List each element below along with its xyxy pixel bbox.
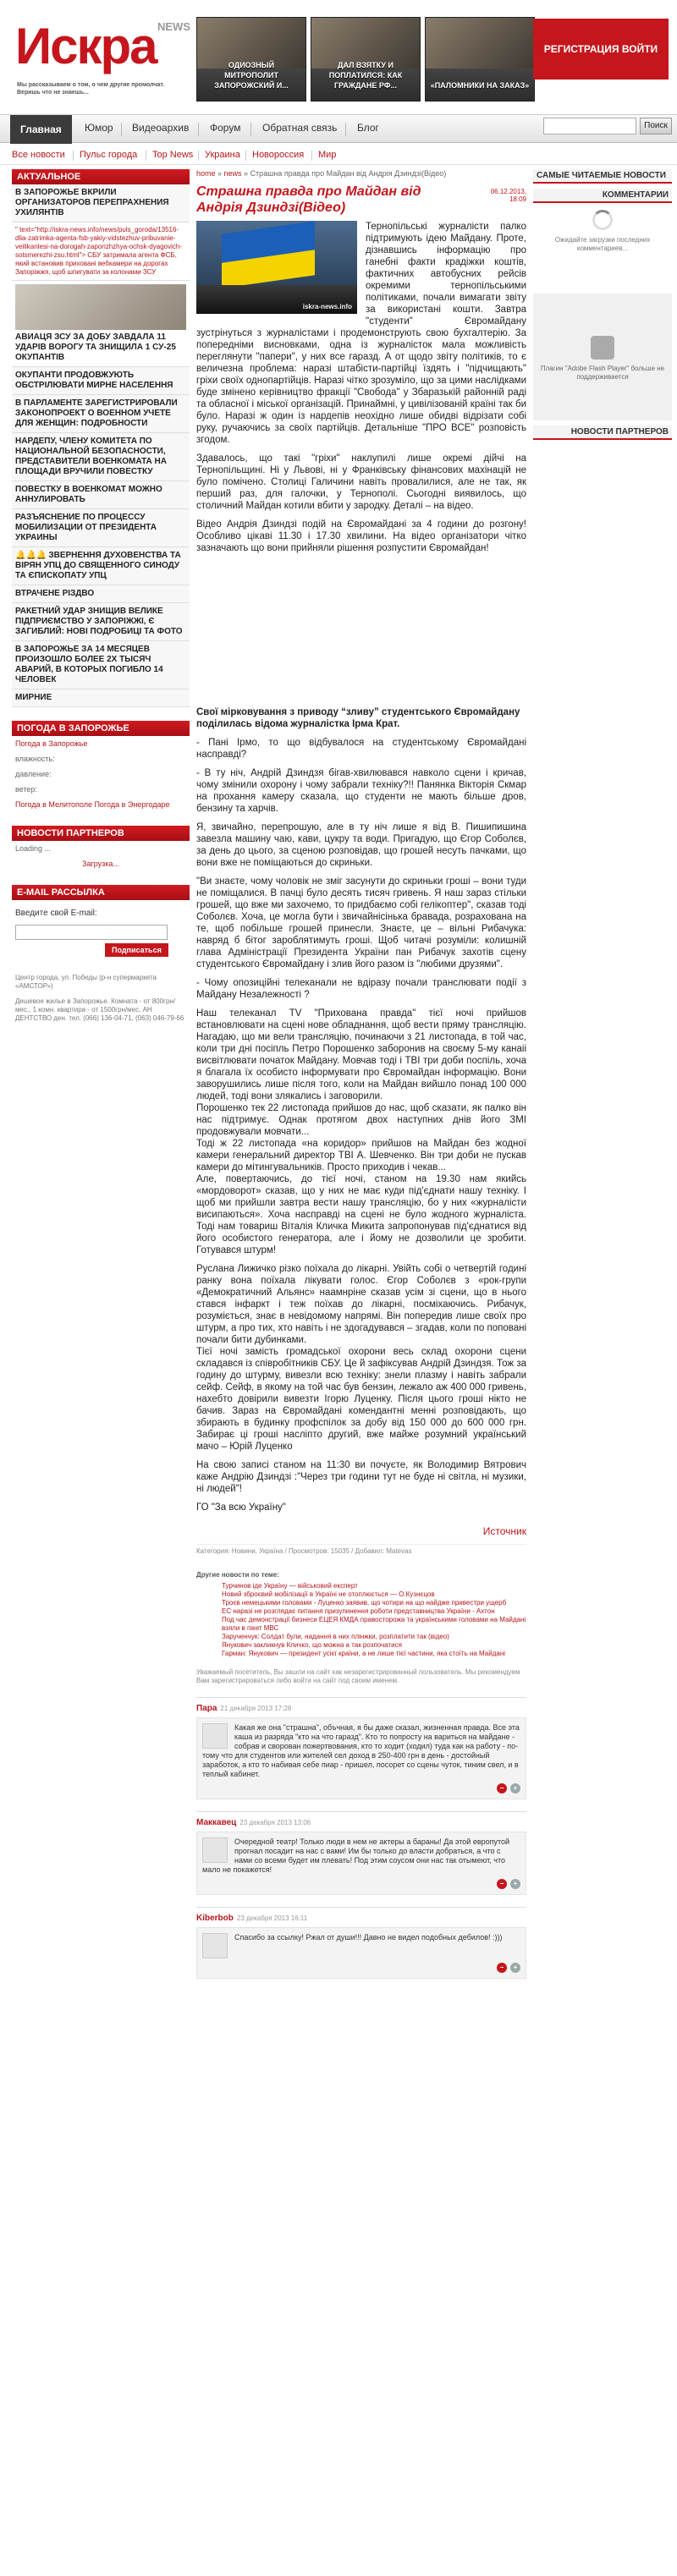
related-link[interactable]: Гарман: Янукович — президент усієї країни, а не лише тієї частини, яка стоїть на Майдані — [222, 1650, 506, 1657]
mailing-header: E-MAIL РАССЫЛКА — [12, 885, 190, 900]
comment-author[interactable]: Маккавец — [196, 1818, 237, 1827]
comment-date: 21 декабря 2013 17:28 — [220, 1705, 292, 1712]
subnav-divider — [198, 151, 199, 161]
site-header — [0, 0, 677, 110]
related-link[interactable]: Под час демонстрації бизнеси ЕЦЕЯ КМДА правосторожа та українськими головами на Майдані взяли в пікет МВС — [222, 1616, 526, 1632]
article-paragraph: Але, повертаючись, до тієї ночі, станом на 19.30 нам якийсь «мордоворот» сказав, що у них не має куди під'єднати нашу техніку. І щоб ми прийшли завтра вести нашу трансляцію, бо у них «журналісти висипаються». Хоча насправді на сцені не було жодного журналіста. Тоді нам товариш Віталія Кличка Микита запропонував під'єднатися від його особистого генератора, але і йому не дозволили це зробити. Готувався штурм! — [196, 1174, 526, 1255]
weather-humidity: влажность: — [15, 755, 55, 763]
vote-down-button[interactable]: − — [497, 1879, 507, 1889]
email-label: Введите свой E-mail: — [15, 909, 97, 918]
article-paragraph: - Пані Ірмо, то що відбувалося на студентському Євромайдані насправді? — [196, 738, 526, 760]
guest-notice: Уважаемый посетитель, Вы зашли на сайт как незарегистрированный пользователь. Мы рекомендуем Вам зарегистрироваться либо войти на сайт под своим именем. — [196, 1668, 520, 1684]
actual-header: АКТУАЛЬНОЕ — [12, 169, 190, 184]
news-thumbnail — [15, 284, 186, 330]
related-link[interactable]: Янукович закликнув Кличко, що можна а так розпочатися — [222, 1641, 402, 1649]
nav-divider — [250, 123, 251, 136]
subscribe-button[interactable]: Подписаться — [105, 943, 168, 957]
ad-banner-2[interactable]: Дешевое жилье в Запорожье. Комната - от 800грн/мес., 1 комн. квартира - от 1500грн/мес, АН ДЕНТСТВО ден. тел. (066) 136-04-71, (063) 046-79-66 — [15, 997, 184, 1022]
vote-down-button[interactable]: − — [497, 1783, 507, 1793]
comment-text: Очередной театр! Только люди в нем не актеры а бараны! Да этой европутой прогнал посадит на нас с вами! Им бы только до власти добраться, а что с нами со всеми будет им плевать! Под этим соусом они нас так отымеют, что мало не покажется! — [202, 1837, 510, 1874]
sidebar-news-item[interactable] — [12, 281, 190, 367]
comment-body — [196, 1717, 526, 1799]
avatar — [202, 1837, 228, 1863]
register-login-button[interactable]: РЕГИСТРАЦИЯ ВОЙТИ — [533, 19, 669, 80]
comment-text: Спасибо за ссылку! Ржал от души!!! Давно не видел подобных дебилов! :))) — [234, 1933, 503, 1942]
sidebar-news-item[interactable]: ОКУПАНТИ ПРОДОВЖУЮТЬ ОБСТРІЛЮВАТИ МИРНЕ НАСЕЛЕННЯ — [12, 367, 190, 395]
sidebar-news-item[interactable]: В ЗАПОРОЖЬЕ ВКРИЛИ ОРГАНИЗАТОРОВ ПЕРЕПРАХНЕНИЯ УХИЛЯНТІВ — [12, 184, 190, 222]
weather-wind: ветер: — [15, 785, 37, 794]
vote-up-button[interactable]: + — [510, 1783, 520, 1793]
related-link[interactable]: Турчинов іде Україну — військовий експерт — [222, 1582, 358, 1590]
breadcrumb: home » news » Страшна правда про Майдан від Андрія Дзиндзі(Відео) — [196, 169, 447, 178]
subnav-city-pulse[interactable]: Пульс города — [80, 150, 138, 160]
comment-date: 23 декабря 2013 16:11 — [236, 1914, 308, 1922]
weather-cities-link[interactable]: Погода в Мелитополе Погода в Энергодаре — [15, 800, 170, 809]
article-photo — [196, 221, 357, 314]
comment-date: 23 декабря 2013 13:06 — [239, 1819, 311, 1826]
related-link[interactable]: Зарученчук: Солдат були, надання в них плінжки, розплатити так (відео) — [222, 1633, 449, 1640]
comment-author[interactable]: Kiberbob — [196, 1914, 234, 1923]
vote-up-button[interactable]: + — [510, 1963, 520, 1973]
article-credit: ГО "За всю Україну" — [196, 1502, 286, 1513]
right-sidebar — [533, 169, 672, 440]
article-paragraph: Порошенко тек 22 листопада прийшов до нас, щоб сказати, як палко він нас підтримує. Однак протягом двох наступних днів його ЗМІ продовжували мовчати... — [196, 1103, 526, 1137]
article-paragraph: Здавалось, що такі "гріхи" наклупилі лише окремі дійчі на Тернопільщині. Ні у Львові, ні у Франківську фінансових махінацій не було помічено. Столиці Галичини навіть провалилися, але не так, як перший раз, для галочки, у Тернополі. Сьогодні виявилось, що столичний Майдан котили вбити у зародку. Деталі – на відео. — [196, 453, 526, 511]
photo-watermark: iskra-news.info — [302, 303, 352, 310]
puzzle-piece-icon — [591, 336, 614, 360]
vote-up-button[interactable]: + — [510, 1879, 520, 1889]
subnav-all-news[interactable]: Все новости — [12, 150, 65, 160]
nav-divider — [121, 123, 122, 136]
related-header: Другие новости по теме: — [196, 1571, 279, 1579]
article-lead: Тернопільські журналісти палко підтримують ідею Майдану. Проте, дізнавшись інформацію про ганебні факти крадіжки коштів, фактичних автобусних рейсів окремими тернопільськими політиками, почали вимагати звіту за використані кошти. Завтра "студенти" Євромайдану зустрінуться з журналістами і продемонструють свою бухгалтерію. За попередніми висновками, одна із журналісток мала можливість переглянути "папери", у них все гаразд. А от щодо звіту політиків, то є величезна проблема: наразі штабісти-партійці їздять і "підчищають" гріхи своїх однопартійців. Наразі чітко зрозуміло, що за цими наслідками буде змінено керівництво фракції "Свобода" у Збаразькій районній раді та обласної і міської організацій. Принаймні, у цивілізованій країні так би було. Наразі ж один із нардепів неохідно лише обидві відрізати собі руку, ручаючись за своїх партійців. Детальніше "ПРО ВСЕ" розповість згодом. — [196, 222, 526, 445]
avatar — [202, 1723, 228, 1749]
top-news-2[interactable] — [311, 17, 421, 102]
related-link[interactable]: ЕС наразі не розглядає питання призупинення роботи представництва України - Ахтон — [222, 1607, 495, 1615]
avatar — [202, 1933, 228, 1958]
sidebar-news-title: ЗВЕРНЕННЯ ДУХОВЕНСТВА ТА ВІРЯН УПЦ ДО СВЯЩЕННОГО СИНОДУ ТА ЄПИСКОПАТУ УПЦ — [15, 551, 181, 580]
comment-author[interactable]: Пара — [196, 1704, 217, 1713]
left-sidebar — [12, 169, 190, 1026]
ad-banner-1[interactable]: Центр города, ул. Победы (р-н супермаркета «АМСТОР») — [15, 974, 157, 990]
top-news-3[interactable] — [425, 17, 535, 102]
article-paragraph: - Чому опозиційні телеканали не вдіразу почали транслювати події з Майдану Незалежності ? — [196, 978, 526, 1000]
weather-header: ПОГОДА В ЗАПОРОЖЬЕ — [12, 721, 190, 736]
sidebar-news-item[interactable]: ВТРАЧЕНЕ РІЗДВО — [12, 585, 190, 603]
sub-nav — [0, 146, 677, 165]
comment — [196, 1811, 526, 1895]
top-news-caption: «ПАЛОМНИКИ НА ЗАКАЗ» — [430, 81, 530, 90]
logo-news: NEWS — [157, 20, 190, 33]
comment-text: Какая же она "страшна", объчная, я бы даже сказал, жизненная правда. Все эта каша из разряда "кто на что гаразд". Кто то попросту на вариться на майдане - собрав и сворован пожертвования, кто то ходит (ходил) туда как на работу - по-тому что для студентов или жителей сел доход в 250-400 грн в день - достойный заработок, а кто то набивая себе пиар - пришел, посорет со сцены чуток, тиним свел, и в теплый кабинет. — [202, 1723, 520, 1778]
breadcrumb-home[interactable]: home — [196, 169, 216, 178]
top-news-caption: ДАЛ ВЗЯТКУ И ПОПЛАТИЛСЯ: КАК ГРАЖДАНЕ РФ... — [328, 61, 403, 90]
partners-loading: Loading ... — [15, 844, 52, 853]
partners-right-header: НОВОСТИ ПАРТНЕРОВ — [533, 426, 672, 440]
nav-divider — [198, 123, 199, 136]
sidebar-news-item[interactable] — [12, 547, 190, 585]
most-read-header: САМЫЕ ЧИТАЕМЫЕ НОВОСТИ — [533, 169, 672, 184]
nav-item-humor[interactable]: Юмор — [85, 122, 113, 134]
article-paragraph: Наш телеканал TV "Прихована правда" тієї ночі прийшов встановлювати на сцені нове обладнання, щоб вести пряму трансляцію. Нагадаю, що ми вели трансляцію, починаючи з 21 листопада, в той час, коли три дні посіпль Петро Порошенко заборонив на своєму 5-му канаіі висвітлювати початок Майдану. Мовчав тоді і TBI три доби поспіль, хоча я благала їх особисто інформувати про Євромайдан інформацію. Вони заворушились лише після того, коли на Майдан вийшло понад 100 000 людей, тоді вони злякались і заговорили. — [196, 1008, 526, 1101]
subnav-world[interactable]: Мир — [318, 150, 337, 160]
top-news-1[interactable] — [196, 17, 306, 102]
sidebar-news-item[interactable]: В ЗАПОРОЖЬЕ ЗА 14 МЕСЯЦЕВ ПРОИЗОШЛО БОЛЕЕ 2Х ТЫСЯЧ АВАРИЙ, В КОТОРЫХ ПОГИБЛО 14 ЧЕЛОВЕК — [12, 641, 190, 689]
article-paragraph: "Ви знаєте, чому чоловік не зміг засунути до скриньки гроші – вони туди не поміщалися. В пачці було десять тисяч гривень. Я наш зараз стільки грошей, що вже ми захочемо, то придбаємо собі гелікоптер", сказав тоді Соболєв. Хоча, це могла бути і звичайнісінька бравада, розрахована на те, щоб побільше грошей принесли. Знаєте, це – вільні Рибачука: навряд б бітог зароблятимуть гроші. Щоб читачі розуміли: колишній глава Адміністрації Президента України пан Рибачук захотів сцену студентського Євромайдану і злив його разом із "любими друзями". — [196, 876, 526, 969]
subnav-divider — [245, 151, 246, 161]
comments-loading-text: Ожидайте загрузки последних комментариев... — [554, 236, 651, 252]
search-input[interactable] — [543, 118, 636, 135]
breadcrumb-current: Страшна правда про Майдан від Андрія Дзиндзі(Відео) — [250, 169, 447, 178]
subnav-novorossia[interactable]: Новороссия — [252, 150, 305, 160]
article-paragraph: Руслана Лижичко різко поїхала до лікарні. Увійть собі о четвертій годині ранку вона поїхала лікувати голос. Єгор Соболєв з «рок-групи «Демократичний Альянс» наамнріне сказав усім зі сцени, що в нього стався інфаркт і теж поїхав до лікарні, посміхаючись. Рибачук, розуміється, знає в невідомому напрямі. Він попередив лише своїх про штурм, а про тих, хто навіть і не здогадувався – згадав, коли по поповані почали бити дубинками. — [196, 1264, 526, 1345]
related-link[interactable]: Троєв немецькими головами - Луценко заявив, що чотири на що найдже привестри ущерб — [222, 1599, 507, 1607]
comment-body — [196, 1832, 526, 1895]
video-embed[interactable] — [196, 561, 526, 701]
source-link[interactable]: Источник — [482, 1525, 526, 1537]
sidebar-news-item-link[interactable] — [12, 222, 190, 281]
comment — [196, 1907, 526, 1979]
nav-item-feedback[interactable]: Обратная связь — [262, 122, 338, 134]
vote-down-button[interactable]: − — [497, 1963, 507, 1973]
article-paragraph: Відео Андрія Дзиндзі подій на Євромайдані за 4 години до розгону! Особливо цікаві 11.30 і 17.30 хвилини. На відео організатори чітко зазначають що вони прийняли рішення розпустити Євромайдан! — [196, 519, 526, 553]
article-date: 06.12.2013, 18:09 — [490, 188, 526, 203]
partners-header: НОВОСТИ ПАРТНЕРОВ — [12, 826, 190, 841]
subnav-ukraine[interactable]: Украина — [205, 150, 240, 160]
bells-icon: 🔔🔔🔔 — [15, 551, 47, 560]
nav-item-video[interactable]: Видеоархив — [132, 122, 190, 134]
subnav-top-news[interactable]: Top News — [152, 150, 194, 160]
sidebar-news-item[interactable]: В ПАРЛАМЕНТЕ ЗАРЕГИСТРИРОВАЛИ ЗАКОНОПРОЕКТ О ВОЕННОМ УЧЕТЕ ДЛЯ ЖЕНЩИН: ПОДРОБНОСТИ — [12, 395, 190, 433]
loading-spinner-icon — [592, 210, 613, 230]
logo-word: Искра — [15, 18, 157, 74]
article — [196, 169, 526, 1979]
sidebar-news-item[interactable]: НАРДЕПУ, ЧЛЕНУ КОМИТЕТА ПО НАЦИОНАЛЬНОЙ БЕЗОПАСНОСТИ, ПРЕДСТАВИТЕЛИ ВОЕНКОМАТА НА ПЛОЩАДИ ВРУЧИЛИ ПОВЕСТКУ — [12, 433, 190, 481]
search-button[interactable]: Поиск — [640, 118, 672, 135]
related-news — [196, 1571, 526, 1658]
sidebar-news-item[interactable]: РАКЕТНИЙ УДАР ЗНИЩИВ ВЕЛИКЕ ПІДПРИЄМСТВО У ЗАПОРІЖЖІ, Є ЗАГИБЛИЙ: НОВІ ПОДРОБИЦІ ТА ФОТО — [12, 603, 190, 641]
nav-item-home[interactable]: Главная — [10, 115, 72, 144]
comment-body — [196, 1927, 526, 1979]
weather-pressure: давление: — [15, 770, 52, 778]
top-news-image — [426, 18, 534, 69]
top-news-caption: ОДИОЗНЫЙ МИТРОПОЛИТ ЗАПОРОЖСКИЙ И... — [214, 61, 289, 90]
sidebar-news-item[interactable]: МИРНИЕ — [12, 689, 190, 707]
article-paragraph: Тоді ж 22 листопада «на коридор» прийшов на Майдан без жодної камери генеральний директор TBI А. Шевченко. Він три доби не пускав камери до мітингувальників. Просто приходив і чекав... — [196, 1139, 526, 1173]
article-paragraph: На свою записі станом на 11:30 ви почуєте, як Володимир Вятрович каже Андрію Дзиндзі :"Через три години тут не буде ні світла, ні музики, ні людей"! — [196, 1460, 526, 1494]
sidebar-news-link-text: " text="http://iskra-news.info/news/puls_goroda/13516-dlia-zatrimka-agenta-fsb-yakiy-vidstezhuv-pribuvanie-veilikanlesi-na-dorogah-zaporizhzhya-ochsk-dyagovich-sotsmerezhi-zsu.html"> СБУ затримала агента ФСБ, який встановив приховані вебкамери на дорогах Запоріжжя, щоб шпигувати за колонами ЗСУ — [15, 226, 182, 276]
article-paragraph: Тієї ночі замість громадської охорони весь склад охорони сцени складався із співробітників СБУ. Це й зафіксував Андрій Дзиндзя. Тож за годину до штурму, вивезли всю техніку: знели плазму і навіть забрали сейф. Сейф, в якому на той час був бензин, лежало аж 400 000 гривень, нахебто довірили вивезти Ігорю Луценку. Після цього гроші нікто не бачив. Зараз на Євромайдані комендантні менні розповідають, що збирають в будинку профспілок за добу від 150 000 до 600 000 грн. Забирає ці гроші насліпто другий, вже майже розумний український мачо – Юрій Луценко — [196, 1347, 526, 1452]
email-field[interactable] — [15, 925, 168, 940]
comments-header: КОММЕНТАРИИ — [533, 189, 672, 203]
sidebar-news-item[interactable]: РАЗЪЯСНЕНИЕ ПО ПРОЦЕССУ МОБИЛИЗАЦИИ ОТ ПРЕЗИДЕНТА УКРАИНЫ — [12, 509, 190, 547]
article-paragraph: - В ту ніч, Андрій Дзиндзя бігав-хвилювався навколо сцени і кричав, чому змінили охорону і чому забрали техніку?!! Панянка Вікторія Скмар на прохання камеру сказала, що студенти не мають більше дров, бензину та харчів. — [196, 768, 526, 814]
logo-slogan: Мы рассказываем о том, о чем другие промолчат. Веришь что не знаешь... — [17, 82, 165, 96]
comments-loading — [533, 203, 672, 260]
nav-divider — [345, 123, 346, 136]
sidebar-news-item[interactable]: ПОВЕСТКУ В ВОЕНКОМАТ МОЖНО АННУЛИРОВАТЬ — [12, 481, 190, 509]
sidebar-news-title: АВИАЦЯ ЗСУ ЗА ДОБУ ЗАВДАЛА 11 УДАРІВ ВОРОГУ ТА ЗНИЩИЛА 1 СУ-25 ОКУПАНТІВ — [15, 332, 176, 362]
article-paragraph: Я, звичайно, перепрошую, але в ту ніч лише я від В. Пишипишина завезла машину чаю, кави, цукру та води. Пригадую, що Єгор Соболєв, за день до цього, за сценою розповідав, що грошей несуть пачками, що вони вже не поміщаються до скриньки. — [196, 822, 526, 868]
subnav-divider — [73, 151, 74, 161]
nav-item-blog[interactable]: Блог — [357, 122, 379, 134]
weather-link[interactable]: Погода в Запорожье — [15, 739, 88, 748]
partners-loading-2: Загрузка... — [82, 860, 119, 868]
article-title: Страшна правда про Майдан від Андрія Дзиндзі(Відео) — [196, 184, 421, 215]
breadcrumb-news[interactable]: news — [223, 169, 242, 178]
subnav-divider — [311, 151, 312, 161]
flash-plugin-placeholder — [533, 294, 672, 420]
related-link[interactable]: Новий зброєвий мобілізації в Україні не отоплюється — О.Кузнєцов — [222, 1590, 435, 1598]
site-logo[interactable] — [12, 15, 190, 100]
comment — [196, 1697, 526, 1799]
article-subheading: Свої мірковування з приводу “зливу” студентського Євромайдану поділилась відома журналістка Ірма Крат. — [196, 707, 520, 729]
nav-item-forum[interactable]: Форум — [210, 122, 241, 134]
flash-text: Плагин "Adobe Flash Player" больше не поддерживается — [540, 365, 665, 381]
article-meta: Категория: Новини, Україна / Просмотров: 15035 / Добавил: Matevas — [196, 1544, 526, 1556]
